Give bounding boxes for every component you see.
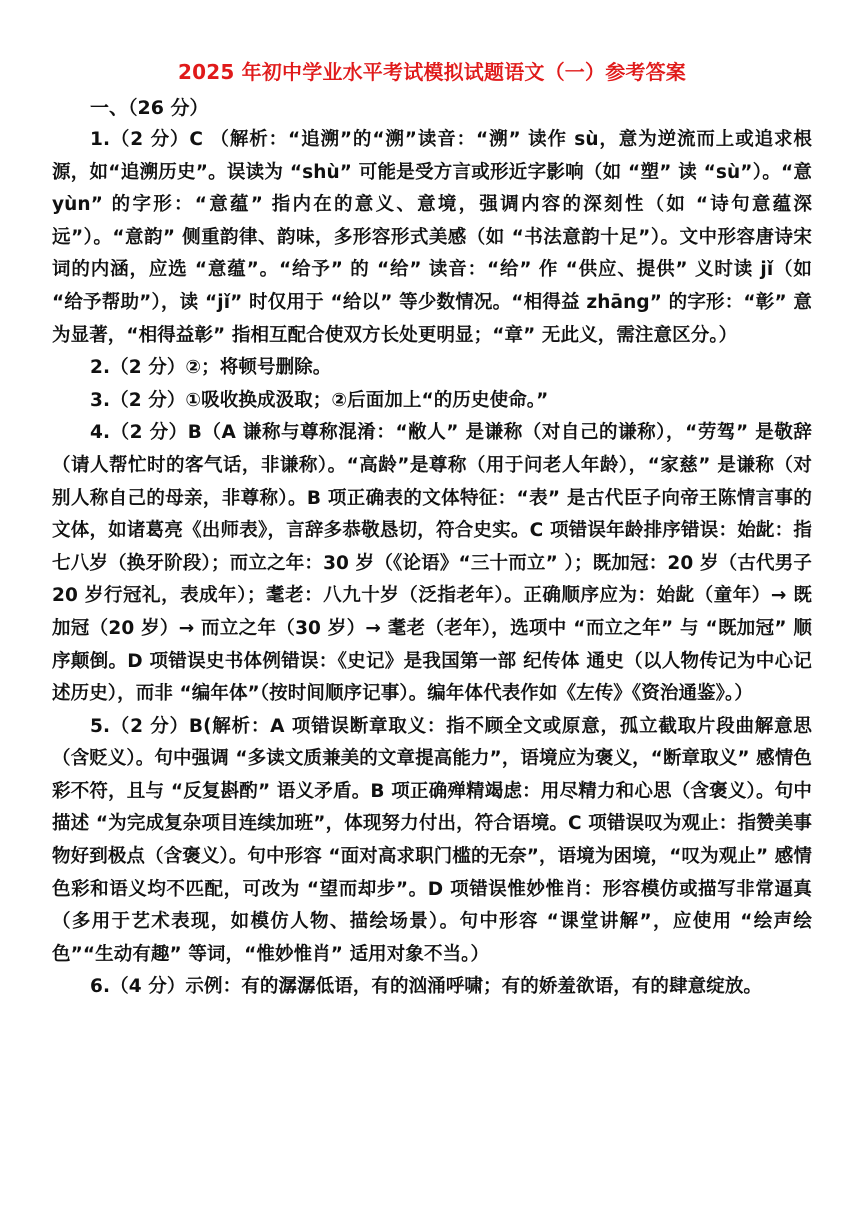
answer-item-1: 1.（2 分）C （解析：“追溯”的“溯”读音：“溯” 读作 sù，意为逆流而上或追求根源，如“追溯历史”。误读为 “shù” 可能是受方言或形近字影响（如 “塑” 读 “sù”）。“意 yùn” 的字形：“意蕴” 指内在的意义、意境，强调内容的深刻性（如 “诗句意蕴深远”）。“意韵” 侧重韵律、韵味，多形容形式美感（如 “书法意韵十足”）。文中形容唐诗宋词的内涵，应选 “意蕴”。“给予” 的 “给” 读音：“给” 作 “供应、提供” 义时读 jǐ（如 “给予帮助”），读 “jǐ” 时仅用于 “给以” 等少数情况。“相得益 zhāng” 的字形：“彰” 意为显著，“相得益彰” 指相互配合使双方长处更明显；“章” 无此义，需注意区分。） (52, 129, 812, 346)
answer-item-6: 6.（4 分）示例：有的潺潺低语，有的汹涌呼啸；有的娇羞欲语，有的肆意绽放。 (90, 976, 763, 998)
answer-item-4: 4.（2 分）B（A 谦称与尊称混淆：“敝人” 是谦称（对自己的谦称），“劳驾” 是敬辞（请人帮忙时的客气话，非谦称）。“高龄”是尊称（用于问老人年龄），“家慈” 是谦称（对别人称自己的母亲，非尊称）。B 项正确表的文体特征：“表” 是古代臣子向帝王陈情言事的文体，如诸葛亮《出师表》，言辞多恭敬恳切，符合史实。C 项错误年龄排序错误：始龀：指七八岁（换牙阶段）；而立之年：30 岁（《论语》“三十而立” ）；既加冠：20 岁（古代男子 20 岁行冠礼，表成年）；耄老：八九十岁（泛指老年）。正确顺序应为：始龀（童年）→ 既加冠（20 岁）→ 而立之年（30 岁）→ 耄老（老年），选项中 “而立之年” 与 “既加冠” 顺序颠倒。D 项错误史书体例错误：《史记》是我国第一部 纪传体 通史（以人物传记为中心记述历史），而非 “编年体”（按时间顺序记事）。编年体代表作如《左传》《资治通鉴》。） (52, 422, 812, 705)
answer-item-5: 5.（2 分）B(解析：A 项错误断章取义：指不顾全文或原意，孤立截取片段曲解意思（含贬义）。句中强调 “多读文质兼美的文章提高能力”，语境应为褒义，“断章取义” 感情色彩不符，且与 “反复斟酌” 语义矛盾。B 项正确殚精竭虑：用尽精力和心思（含褒义）。句中描述 “为完成复杂项目连续加班”，体现努力付出，符合语境。C 项错误叹为观止：指赞美事物好到极点（含褒义）。句中形容 “面对高求职门槛的无奈”，语境为困境，“叹为观止” 感情色彩和语义均不匹配，可改为 “望而却步”。D 项错误惟妙惟肖：形容模仿或描写非常逼真（多用于艺术表现，如模仿人物、描绘场景）。句中形容 “课堂讲解”，应使用 “绘声绘色”“生动有趣” 等词，“惟妙惟肖” 适用对象不当。） (52, 715, 812, 965)
answer-item-2: 2.（2 分）②；将顿号删除。 (90, 357, 332, 379)
document-title: 2025 年初中学业水平考试模拟试题语文（一）参考答案 (177, 60, 687, 84)
section-heading: 一、（26 分） (90, 97, 209, 119)
answer-document (52, 58, 812, 1004)
answer-item-3: 3.（2 分）①吸收换成汲取；②后面加上“的历史使命。” (90, 389, 549, 411)
